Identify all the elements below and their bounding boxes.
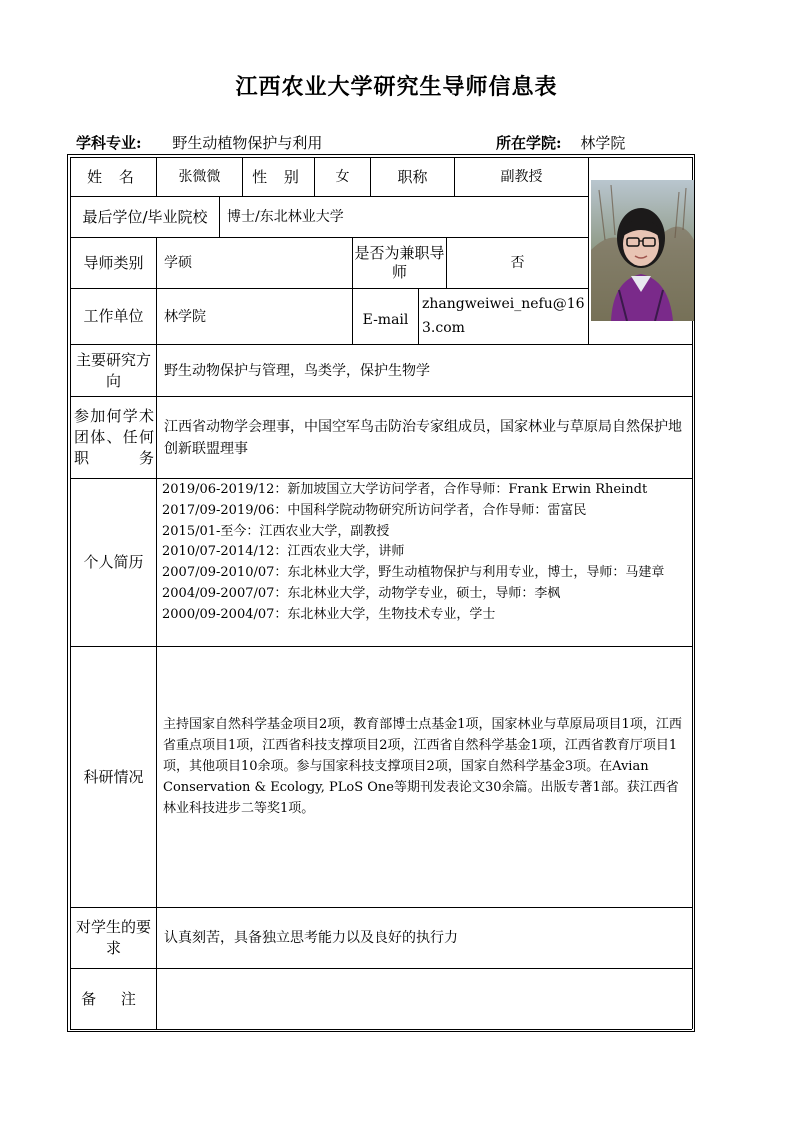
research-dir-label: 主要研究方向 xyxy=(75,350,151,390)
table-border-inner-bottom xyxy=(70,1029,692,1030)
row-line-7 xyxy=(70,646,692,647)
resume-item: 2017/09-2019/06：中国科学院动物研究所访问学者，合作导师：雷富民 xyxy=(162,502,587,518)
resume-item: 2007/09-2010/07：东北林业大学，野生动植物保护与利用专业，博士，导师：马建章 xyxy=(162,565,665,581)
remark-value xyxy=(157,969,692,1029)
college-row xyxy=(496,132,625,153)
page-title: 江西农业大学研究生导师信息表 xyxy=(235,74,558,100)
major-label: 学科专业: xyxy=(76,134,142,152)
gender-label: 性 别 xyxy=(252,167,305,186)
unit-label: 工作单位 xyxy=(83,307,144,325)
resume-item: 2000/09-2004/07：东北林业大学，生物技术专业，学士 xyxy=(162,606,496,622)
resume-item: 2015/01-至今：江西农业大学，副教授 xyxy=(162,523,390,539)
research-value: 主持国家自然科学基金项目2项，教育部博士点基金1项，国家林业与草原局项目1项，江西省重点项目1项，江西省科技支撑项目2项，江西省自然科学基金1项，江西省教育厅项目1项，其他项目10余项。参与国家科技支撑项目2项，国家自然科学基金3项。在Avian Conservation & Ecology, PLoS One等期刊发表论文30余篇。出版专著1部。获江西省林业科技进步二等奖1项。 xyxy=(163,717,682,816)
title-value: 副教授 xyxy=(500,169,543,185)
advisor-type-label: 导师类别 xyxy=(83,253,144,272)
degree-value: 博士/东北林业大学 xyxy=(227,209,344,225)
orgs-value: 江西省动物学会理事，中国空军鸟击防治专家组成员，国家林业与草原局自然保护地创新联盟理事 xyxy=(164,418,682,457)
major-row xyxy=(76,132,322,153)
gender-value: 女 xyxy=(335,169,350,185)
requirement-value: 认真刻苦，具备独立思考能力以及良好的执行力 xyxy=(164,930,458,946)
name-label: 姓 名 xyxy=(87,167,140,186)
college-value: 林学院 xyxy=(580,134,626,152)
resume-item: 2019/06-2019/12：新加坡国立大学访问学者，合作导师：Frank Erwin Rheindt xyxy=(162,482,648,497)
name-value: 张微微 xyxy=(178,169,221,185)
resume-item: 2004/09-2007/07：东北林业大学，动物学专业，硕士，导师：李枫 xyxy=(162,585,561,601)
parttime-label: 是否为兼职导师 xyxy=(354,244,445,281)
research-label: 科研情况 xyxy=(83,767,144,786)
email-label: E-mail xyxy=(362,311,409,328)
email-value: zhangweiwei_nefu@163.com xyxy=(422,296,585,336)
requirement-label: 对学生的要求 xyxy=(75,918,151,957)
research-dir-value: 野生动物保护与管理，鸟类学，保护生物学 xyxy=(164,362,430,379)
degree-label: 最后学位/毕业院校 xyxy=(82,207,208,226)
resume-item: 2010/07-2014/12：江西农业大学，讲师 xyxy=(162,544,405,560)
portrait-photo xyxy=(591,180,694,321)
row-line-6 xyxy=(70,478,692,479)
orgs-label: 参加何学术团体、任何职务 xyxy=(74,407,154,467)
advisor-type-value: 学硕 xyxy=(164,255,192,271)
portrait-icon xyxy=(591,180,694,321)
remark-label: 备 注 xyxy=(81,989,146,1008)
title-label: 职称 xyxy=(397,167,428,186)
resume-label: 个人简历 xyxy=(83,553,144,571)
resume-list xyxy=(162,480,692,626)
college-label: 所在学院: xyxy=(496,134,562,152)
major-value: 野生动植物保护与利用 xyxy=(172,134,323,152)
parttime-value: 否 xyxy=(510,255,525,271)
unit-value: 林学院 xyxy=(164,308,206,325)
col-line-email xyxy=(418,288,419,344)
col-line-photo xyxy=(588,157,589,344)
